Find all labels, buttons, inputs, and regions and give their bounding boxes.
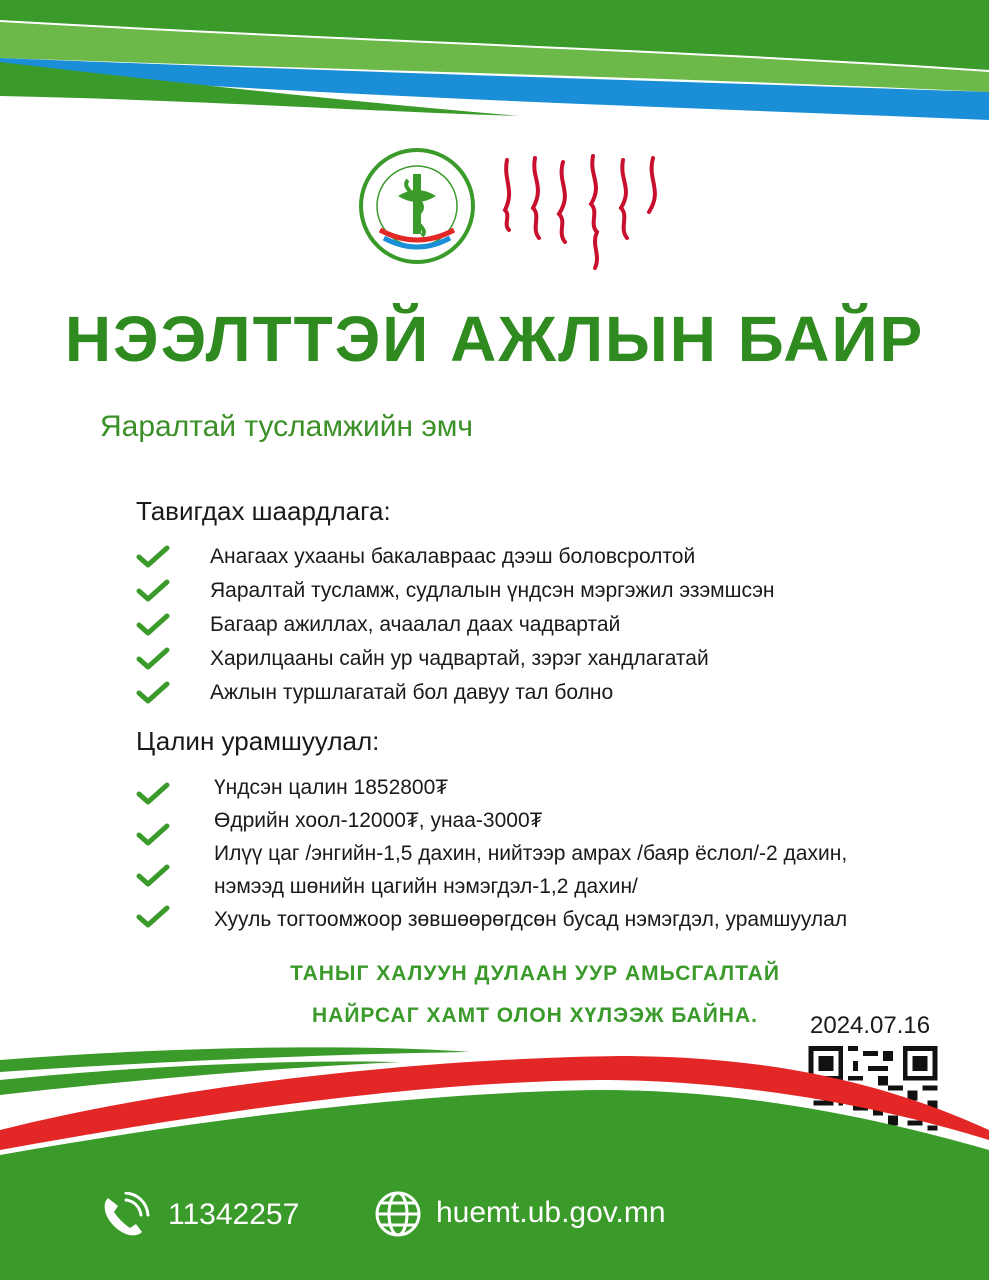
list-item: [136, 608, 775, 642]
list-item: [136, 540, 775, 574]
checkmark-icon: [136, 545, 170, 569]
requirements-heading: Тавигдах шаардлага:: [136, 496, 391, 526]
list-item: [136, 676, 775, 710]
health-center-logo: [358, 144, 476, 268]
globe-icon: [374, 1190, 422, 1238]
bottom-wave-decoration: [0, 1020, 989, 1280]
list-item: Өдрийн хоол-12000₮, унаа-3000₮: [214, 809, 543, 832]
requirement-text: Багаар ажиллах, ачаалал даах чадвартай: [210, 613, 621, 636]
list-item: [136, 642, 775, 676]
post-date: 2024.07.16: [810, 1012, 931, 1039]
list-item: [136, 574, 775, 608]
requirement-text: Ажлын туршлагатай бол давуу тал болно: [210, 681, 614, 704]
top-wave-decoration: [0, 0, 989, 140]
website-link[interactable]: huemt.ub.gov.mn: [436, 1196, 666, 1229]
closing-line-1: ТАНЫГ ХАЛУУН ДУЛААН УУР АМЬСГАЛТАЙ: [290, 962, 780, 985]
checkmark-icon: [136, 579, 170, 603]
checkmark-icon: [136, 647, 170, 671]
list-item: Үндсэн цалин 1852800₮: [214, 776, 449, 799]
requirements-list: [136, 540, 775, 710]
list-item: Илүү цаг /энгийн-1,5 дахин, нийтээр амрах /баяр ёслол/-2 дахин,: [214, 842, 848, 865]
closing-line-2: НАЙРСАГ ХАМТ ОЛОН ХҮЛЭЭЖ БАЙНА.: [312, 1004, 758, 1027]
requirement-text: Харилцааны сайн ур чадвартай, зэрэг хандлагатай: [210, 647, 709, 670]
salary-list: [136, 771, 847, 936]
requirement-text: Яаралтай тусламж, судлалын үндсэн мэргэжил эзэмшсэн: [210, 579, 775, 602]
requirement-text: Анагаах ухааны бакалавраас дээш боловсролтой: [210, 545, 696, 568]
phone-number[interactable]: 11342257: [168, 1198, 300, 1231]
checkmark-icon: [136, 681, 170, 705]
job-position-title: Яаралтай тусламжийн эмч: [100, 410, 474, 443]
list-item: Хууль тогтоомжоор зөвшөөрөгдсөн бусад нэмэгдэл, урамшуулал: [214, 908, 848, 931]
salary-heading: Цалин урамшуулал:: [136, 726, 380, 756]
mongolian-script-logo: [493, 150, 673, 280]
list-item: нэмээд шөнийн цагийн нэмэгдэл-1,2 дахин/: [214, 875, 638, 898]
checkmark-icon: [136, 613, 170, 637]
page-title: НЭЭЛТТЭЙ АЖЛЫН БАЙР: [64, 303, 925, 375]
phone-icon: [98, 1192, 150, 1240]
